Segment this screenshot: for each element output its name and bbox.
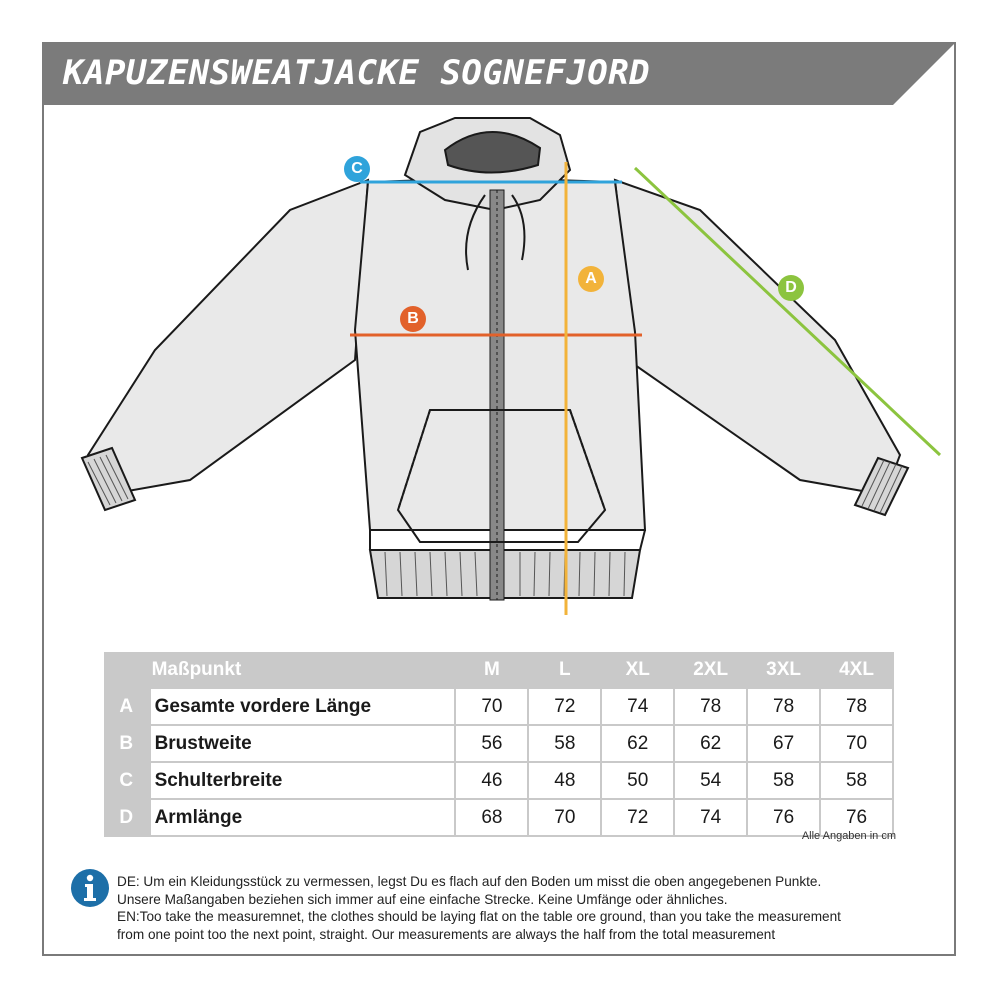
row-value: 46 [455, 762, 528, 799]
marker-b: B [400, 306, 426, 332]
info-icon [70, 868, 110, 908]
row-letter: A [104, 688, 150, 725]
marker-c: C [344, 156, 370, 182]
info-line: EN:Too take the measuremnet, the clothes should be laying flat on the table ore ground, than you take the measurement [117, 909, 841, 924]
row-value: 58 [820, 762, 893, 799]
info-line: DE: Um ein Kleidungsstück zu vermessen, legst Du es flach auf den Boden um misst die oben angegebenen Punkte. [117, 874, 822, 889]
page-title: KAPUZENSWEATJACKE SOGNEFJORD [63, 53, 651, 93]
row-value: 78 [674, 688, 747, 725]
row-value: 58 [747, 762, 820, 799]
row-value: 74 [601, 688, 674, 725]
row-letter: D [104, 799, 150, 836]
table-row [104, 762, 893, 799]
row-value: 72 [601, 799, 674, 836]
row-value: 70 [455, 688, 528, 725]
row-value: 58 [528, 725, 601, 762]
header-size: 4XL [820, 652, 893, 688]
row-name: Schulterbreite [150, 762, 456, 799]
row-value: 50 [601, 762, 674, 799]
header-size: XL [601, 652, 674, 688]
size-table-header [104, 652, 893, 688]
size-table [104, 652, 894, 837]
row-name: Gesamte vordere Länge [150, 688, 456, 725]
row-name: Armlänge [150, 799, 456, 836]
row-value: 62 [601, 725, 674, 762]
row-value: 76 [820, 799, 893, 836]
info-line: Unsere Maßangaben beziehen sich immer auf eine einfache Strecke. Keine Umfänge oder ähnliches. [117, 891, 728, 907]
row-letter: B [104, 725, 150, 762]
row-value: 72 [528, 688, 601, 725]
row-value: 70 [820, 725, 893, 762]
title-bar [43, 43, 955, 105]
row-name: Brustweite [150, 725, 456, 762]
row-value: 70 [528, 799, 601, 836]
header-empty [104, 652, 150, 688]
info-text [117, 873, 947, 943]
header-measure-point: Maßpunkt [150, 652, 456, 688]
row-letter: C [104, 762, 150, 799]
table-row [104, 799, 893, 836]
marker-a: A [578, 266, 604, 292]
row-value: 74 [674, 799, 747, 836]
header-size: L [528, 652, 601, 688]
row-value: 67 [747, 725, 820, 762]
table-row [104, 725, 893, 762]
header-size: 2XL [674, 652, 747, 688]
header-size: 3XL [747, 652, 820, 688]
header-size: M [455, 652, 528, 688]
row-value: 48 [528, 762, 601, 799]
info-line: from one point too the next point, straight. Our measurements are always the half from the total measurement [117, 926, 776, 942]
row-value: 76 [747, 799, 820, 836]
row-value: 56 [455, 725, 528, 762]
row-value: 62 [674, 725, 747, 762]
table-row [104, 688, 893, 725]
jacket-illustration [60, 110, 950, 630]
row-value: 54 [674, 762, 747, 799]
marker-d: D [778, 275, 804, 301]
row-value: 68 [455, 799, 528, 836]
row-value: 78 [820, 688, 893, 725]
row-value: 78 [747, 688, 820, 725]
jacket-diagram [60, 110, 950, 630]
units-note: Alle Angaben in cm [801, 830, 896, 842]
